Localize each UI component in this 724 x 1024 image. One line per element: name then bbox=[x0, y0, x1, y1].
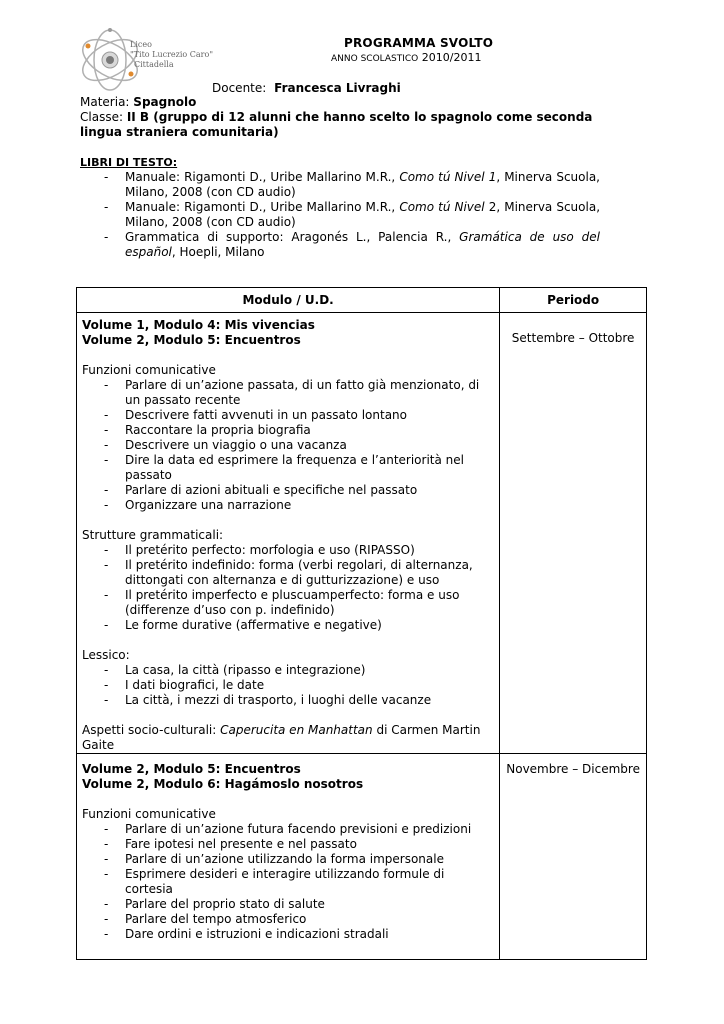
libro-text: , Hoepli, Milano bbox=[171, 245, 265, 259]
libro-text: Grammatica di supporto: Aragonés L., Palencia R., bbox=[125, 230, 460, 244]
modulo-cell bbox=[77, 754, 500, 960]
list-item: - La città, i mezzi di trasporto, i luoghi delle vacanze bbox=[82, 693, 493, 708]
aspetti-title: Caperucita en Manhattan bbox=[220, 723, 373, 737]
list-item: - Le forme durative (affermative e negative) bbox=[82, 618, 493, 633]
classe-value: II B (gruppo di 12 alunni che hanno scelto lo spagnolo come seconda lingua straniera comunitaria) bbox=[80, 110, 593, 139]
materia-value: Spagnolo bbox=[133, 95, 197, 109]
module-title: Volume 1, Modulo 4: Mis vivencias bbox=[82, 318, 315, 332]
libri-title: LIBRI DI TESTO: bbox=[80, 156, 178, 169]
module-title: Volume 2, Modulo 6: Hagámoslo nosotros bbox=[82, 777, 364, 791]
list-item: - Parlare di azioni abituali e specifiche nel passato bbox=[82, 483, 493, 498]
list-item: - Parlare del tempo atmosferico bbox=[82, 912, 493, 927]
document-title: PROGRAMMA SVOLTO bbox=[344, 36, 494, 50]
libro-title: Como tú Nivel bbox=[399, 200, 485, 214]
libro-text: , Minerva Scuola, Milano, 2008 (con CD audio) bbox=[125, 170, 600, 199]
aspetti-label: Aspetti socio-culturali: bbox=[82, 723, 221, 737]
list-item: - Esprimere desideri e interagire utilizzando formule di cortesia bbox=[82, 867, 493, 897]
aspetti-line bbox=[82, 723, 493, 753]
list-item: - I dati biografici, le date bbox=[82, 678, 493, 693]
periodo-value: Novembre – Dicembre bbox=[506, 762, 640, 776]
funzioni-list bbox=[82, 822, 493, 942]
libro-text: Manuale: Rigamonti D., Uribe Mallarino M.R., bbox=[125, 170, 400, 184]
libro-title: Gramática de uso del español bbox=[125, 230, 600, 259]
anno-value: 2010/2011 bbox=[421, 51, 482, 64]
periodo-cell bbox=[500, 313, 647, 754]
list-item: - Dare ordini e istruzioni e indicazioni stradali bbox=[82, 927, 493, 942]
logo-text-line-1: Liceo bbox=[130, 40, 152, 49]
logo-text-line-2: "Tito Lucrezio Caro" bbox=[130, 50, 213, 59]
logo-text bbox=[130, 40, 213, 70]
libro-title: Como tú Nivel 1 bbox=[399, 170, 497, 184]
module-title: Volume 2, Modulo 5: Encuentros bbox=[82, 762, 301, 776]
table-row bbox=[77, 313, 647, 754]
modulo-cell bbox=[77, 313, 500, 754]
list-item: - Descrivere un viaggio o una vacanza bbox=[82, 438, 493, 453]
libro-text: Manuale: Rigamonti D., Uribe Mallarino M.R., bbox=[125, 200, 400, 214]
list-item: - Parlare di un’azione futura facendo previsioni e predizioni bbox=[82, 822, 493, 837]
section-label: Funzioni comunicative bbox=[82, 363, 216, 377]
list-item: - Organizzare una narrazione bbox=[82, 498, 493, 513]
list-item: - Il pretérito indefinido: forma (verbi regolari, di alternanza, dittongati con alternanza e di gutturizzazione) e uso bbox=[82, 558, 493, 588]
table-header-row bbox=[77, 288, 647, 313]
list-item: - La casa, la città (ripasso e integrazione) bbox=[82, 663, 493, 678]
header-modulo: Modulo / U.D. bbox=[77, 288, 500, 313]
docente-name: Francesca Livraghi bbox=[274, 81, 401, 95]
list-item: - Dire la data ed esprimere la frequenza e l’anteriorità nel passato bbox=[82, 453, 493, 483]
list-item: - Parlare del proprio stato di salute bbox=[82, 897, 493, 912]
anno-scolastico bbox=[331, 51, 481, 64]
libro-text: 2, Minerva Scuola, Milano, 2008 (con CD audio) bbox=[125, 200, 601, 229]
header-periodo: Periodo bbox=[500, 288, 647, 313]
libro-item bbox=[80, 230, 600, 260]
libro-item bbox=[80, 170, 600, 200]
programma-table bbox=[76, 287, 647, 960]
periodo-cell bbox=[500, 754, 647, 960]
section-label: Lessico: bbox=[82, 648, 130, 662]
strutture-list bbox=[82, 543, 493, 633]
logo-text-line-3: Cittadella bbox=[134, 60, 174, 69]
libro-item bbox=[80, 200, 600, 230]
classe-line bbox=[80, 110, 610, 140]
list-item: - Il pretérito perfecto: morfologia e uso (RIPASSO) bbox=[82, 543, 493, 558]
aspetti-author: di Carmen Martin Gaite bbox=[82, 723, 481, 752]
lessico-list bbox=[82, 663, 493, 708]
module-title: Volume 2, Modulo 5: Encuentros bbox=[82, 333, 301, 347]
list-item: - Fare ipotesi nel presente e nel passato bbox=[82, 837, 493, 852]
section-label: Strutture grammaticali: bbox=[82, 528, 224, 542]
libri-list bbox=[80, 170, 600, 260]
materia-line bbox=[80, 95, 196, 110]
list-item: - Raccontare la propria biografia bbox=[82, 423, 493, 438]
periodo-value: Settembre – Ottobre bbox=[511, 331, 635, 345]
list-item: - Parlare di un’azione passata, di un fatto già menzionato, di un passato recente bbox=[82, 378, 493, 408]
anno-label: ANNO SCOLASTICO bbox=[331, 54, 419, 64]
list-item: - Il pretérito imperfecto e pluscuamperfecto: forma e uso (differenze d’uso con p. indefinido) bbox=[82, 588, 493, 618]
table-row bbox=[77, 754, 647, 960]
list-item: - Descrivere fatti avvenuti in un passato lontano bbox=[82, 408, 493, 423]
section-label: Funzioni comunicative bbox=[82, 807, 216, 821]
docente-label: Docente: bbox=[212, 81, 267, 95]
docente-line bbox=[212, 81, 401, 95]
funzioni-list bbox=[82, 378, 493, 513]
list-item: - Parlare di un’azione utilizzando la forma impersonale bbox=[82, 852, 493, 867]
materia-label: Materia: bbox=[80, 95, 130, 109]
classe-label: Classe: bbox=[80, 110, 123, 124]
